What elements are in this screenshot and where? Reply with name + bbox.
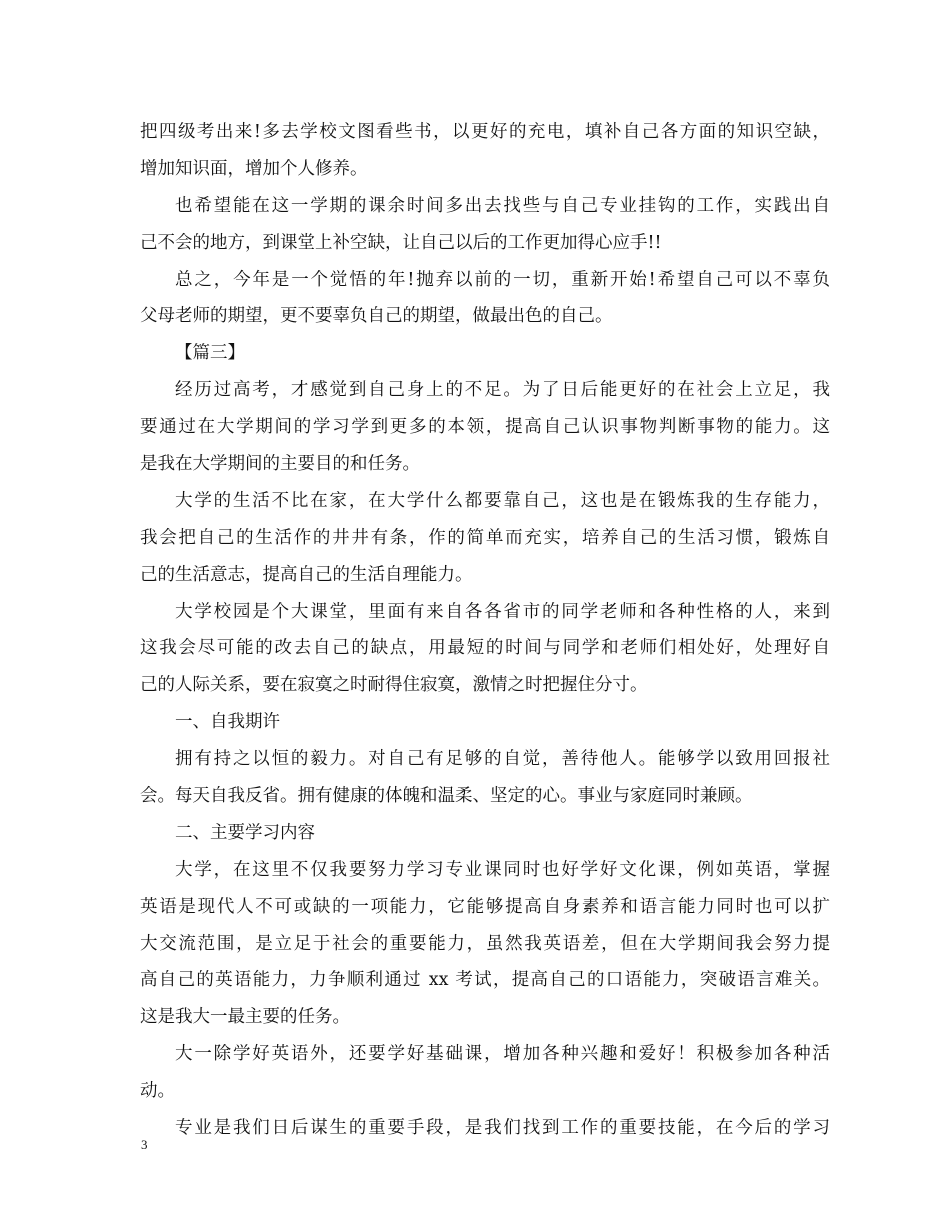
text-line: 大学，在这里不仅我要努力学习专业课同时也好学好文化课，例如英语，掌握 bbox=[175, 859, 830, 880]
text-line: 大一除学好英语外，还要学好基础课，增加各种兴趣和爱好！积极参加各种活 bbox=[175, 1044, 830, 1065]
section-heading: 二、主要学习内容 bbox=[175, 822, 315, 843]
section-heading: 一、自我期许 bbox=[175, 712, 280, 733]
text-line: 动。 bbox=[140, 1081, 175, 1102]
text-line: 己的生活意志，提高自己的生活自理能力。 bbox=[140, 564, 473, 585]
text-line: 这我会尽可能的改去自己的缺点，用最短的时间与同学和老师们相处好，处理好自 bbox=[140, 638, 830, 659]
body-text bbox=[140, 114, 830, 1147]
text-line: 是我在大学期间的主要目的和任务。 bbox=[140, 454, 420, 475]
text-line: 英语是现代人不可或缺的一项能力，它能够提高自身素养和语言能力同时也可以扩 bbox=[140, 896, 830, 917]
text-line: 要通过在大学期间的学习学到更多的本领，提高自己认识事物判断事物的能力。这 bbox=[140, 417, 830, 438]
text-line: 总之，今年是一个觉悟的年!抛弃以前的一切，重新开始!希望自己可以不辜负 bbox=[175, 269, 830, 290]
text-line: 也希望能在这一学期的课余时间多出去找些与自己专业挂钩的工作，实践出自 bbox=[175, 195, 830, 216]
text-line: 我会把自己的生活作的井井有条，作的简单而充实，培养自己的生活习惯，锻炼自 bbox=[140, 527, 830, 548]
text-line: 己不会的地方，到课堂上补空缺，让自己以后的工作更加得心应手!! bbox=[140, 232, 662, 253]
text-line: 把四级考出来!多去学校文图看些书，以更好的充电，填补自己各方面的知识空缺， bbox=[140, 122, 830, 142]
page-number: 3 bbox=[141, 1137, 148, 1152]
text-line: 大学的生活不比在家，在大学什么都要靠自己，这也是在锻炼我的生存能力， bbox=[175, 490, 830, 511]
text-line: 专业是我们日后谋生的重要手段，是我们找到工作的重要技能，在今后的学习 bbox=[175, 1118, 830, 1139]
text-line: 增加知识面，增加个人修养。 bbox=[140, 158, 368, 179]
text-line: 大交流范围，是立足于社会的重要能力，虽然我英语差，但在大学期间我会努力提 bbox=[140, 933, 830, 954]
text-line: 父母老师的期望，更不要辜负自己的期望，做最出色的自己。 bbox=[140, 306, 613, 327]
text-line: 这是我大一最主要的任务。 bbox=[140, 1007, 350, 1028]
text-line: 会。每天自我反省。拥有健康的体魄和温柔、坚定的心。事业与家庭同时兼顾。 bbox=[140, 786, 753, 807]
text-line: 高自己的英语能力，力争顺利通过 xx 考试，提高自己的口语能力，突破语言难关。 bbox=[140, 970, 830, 991]
text-line: 经历过高考，才感觉到自己身上的不足。为了日后能更好的在社会上立足，我 bbox=[175, 380, 830, 401]
text-line: 己的人际关系，要在寂寞之时耐得住寂寞，激情之时把握住分寸。 bbox=[140, 675, 648, 696]
text-line: 拥有持之以恒的毅力。对自己有足够的自觉，善待他人。能够学以致用回报社 bbox=[175, 749, 830, 770]
section-heading: 【篇三】 bbox=[175, 343, 245, 364]
text-line: 大学校园是个大课堂，里面有来自各各省市的同学老师和各种性格的人，来到 bbox=[175, 601, 830, 622]
